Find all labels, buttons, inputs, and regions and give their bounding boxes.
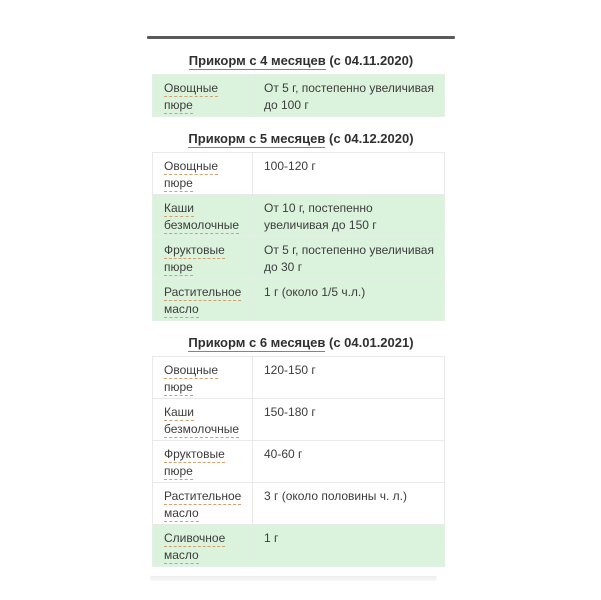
section-title-link[interactable]: Прикорм с 5 месяцев	[188, 131, 326, 146]
term-link[interactable]: Фруктовые пюре	[164, 243, 225, 274]
value-cell: 1 г (около 1/5 ч.л.)	[253, 279, 445, 321]
term-cell	[153, 483, 253, 525]
table-row	[153, 237, 445, 279]
table-row	[153, 441, 445, 483]
term-cell	[153, 441, 253, 483]
term-cell	[153, 399, 253, 441]
term-link[interactable]: Сливочное масло	[164, 531, 226, 562]
section-title	[147, 53, 455, 68]
table-row	[153, 525, 445, 567]
term-cell	[153, 357, 253, 399]
value-cell: От 5 г, постепенно увеличивая до 30 г	[253, 237, 445, 279]
value-cell: 150-180 г	[253, 399, 445, 441]
term-cell	[153, 279, 253, 321]
term-link[interactable]: Растительное масло	[164, 285, 242, 316]
table-row	[153, 195, 445, 237]
table-row	[153, 153, 445, 195]
table-row	[153, 483, 445, 525]
food-table	[152, 152, 445, 321]
section-title	[147, 335, 455, 350]
term-cell	[153, 195, 253, 237]
term-cell	[153, 237, 253, 279]
section-title-link[interactable]: Прикорм с 4 месяцев	[188, 53, 326, 68]
section-title-date: (с 04.12.2020)	[325, 131, 414, 146]
top-horizontal-rule	[147, 36, 455, 39]
term-cell	[153, 525, 253, 567]
value-cell: 100-120 г	[253, 153, 445, 195]
term-link[interactable]: Овощные пюре	[164, 81, 219, 112]
term-link[interactable]: Овощные пюре	[164, 363, 219, 394]
value-cell: 120-150 г	[253, 357, 445, 399]
value-cell: От 5 г, постепенно увеличивая до 100 г	[253, 75, 445, 117]
table-row	[153, 75, 445, 117]
food-table	[152, 74, 445, 117]
section-title-date: (с 04.01.2021)	[325, 335, 414, 350]
table-row	[153, 279, 445, 321]
term-cell	[153, 75, 253, 117]
value-cell: 40-60 г	[253, 441, 445, 483]
document-content	[147, 36, 455, 581]
section-title-date: (с 04.11.2020)	[325, 53, 414, 68]
value-cell: 1 г	[253, 525, 445, 567]
sections	[147, 53, 455, 567]
term-link[interactable]: Каши безмолочные	[164, 405, 240, 436]
value-cell: От 10 г, постепенно увеличивая до 150 г	[253, 195, 445, 237]
term-link[interactable]: Растительное масло	[164, 489, 242, 520]
table-row	[153, 357, 445, 399]
term-cell	[153, 153, 253, 195]
section-title-link[interactable]: Прикорм с 6 месяцев	[188, 335, 326, 350]
table-row	[153, 399, 445, 441]
food-table	[152, 356, 445, 567]
term-link[interactable]: Овощные пюре	[164, 159, 219, 190]
term-link[interactable]: Каши безмолочные	[164, 201, 240, 232]
term-link[interactable]: Фруктовые пюре	[164, 447, 225, 478]
section-title	[147, 131, 455, 146]
value-cell: 3 г (около половины ч. л.)	[253, 483, 445, 525]
faded-bottom-divider	[150, 576, 437, 581]
